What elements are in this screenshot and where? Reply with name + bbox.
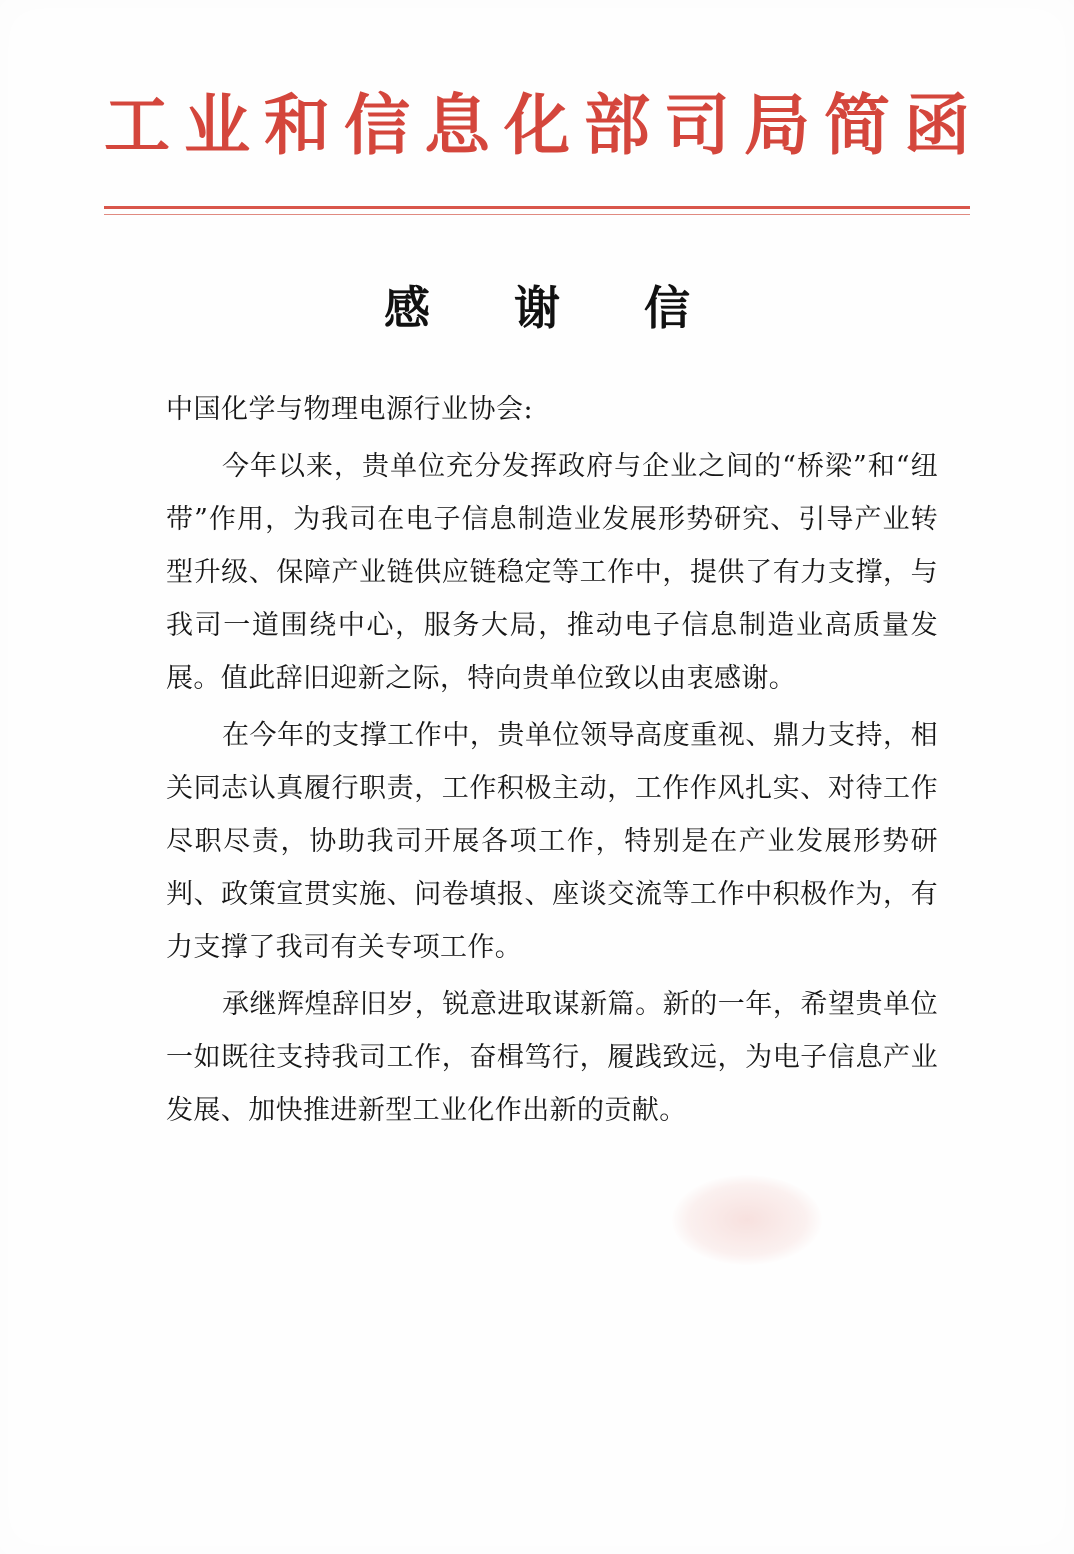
masthead-title: 工业和信息化部司局简函: [104, 86, 984, 164]
seal-watermark: [672, 1175, 822, 1265]
body-paragraph: 承继辉煌辞旧岁，锐意进取谋新篇。新的一年，希望贵单位一如既往支持我司工作，奋楫笃行，履践致远，为电子信息产业发展、加快推进新型工业化作出新的贡献。: [166, 989, 938, 1127]
divider-thin-line: [104, 214, 970, 215]
body-paragraph: 今年以来，贵单位充分发挥政府与企业之间的“桥梁”和“纽带”作用，为我司在电子信息制造业发展形势研究、引导产业转型升级、保障产业链供应链稳定等工作中，提供了有力支撑，与我司一道围绕中心，服务大局，推动电子信息制造业高质量发展。值此辞旧迎新之际，特向贵单位致以由衷感谢。: [166, 451, 938, 695]
page-title: 感 谢 信: [383, 281, 725, 335]
masthead-divider: [104, 206, 970, 215]
salutation: 中国化学与物理电源行业协会:: [166, 394, 534, 425]
body-paragraph: 在今年的支撑工作中，贵单位领导高度重视、鼎力支持，相关同志认真履行职责，工作积极主动，工作作风扎实、对待工作尽职尽责，协助我司开展各项工作，特别是在产业发展形势研判、政策宣贯实施、问卷填报、座谈交流等工作中积极作为，有力支撑了我司有关专项工作。: [166, 720, 938, 964]
masthead: [0, 86, 1074, 164]
document-body: [166, 392, 938, 1141]
